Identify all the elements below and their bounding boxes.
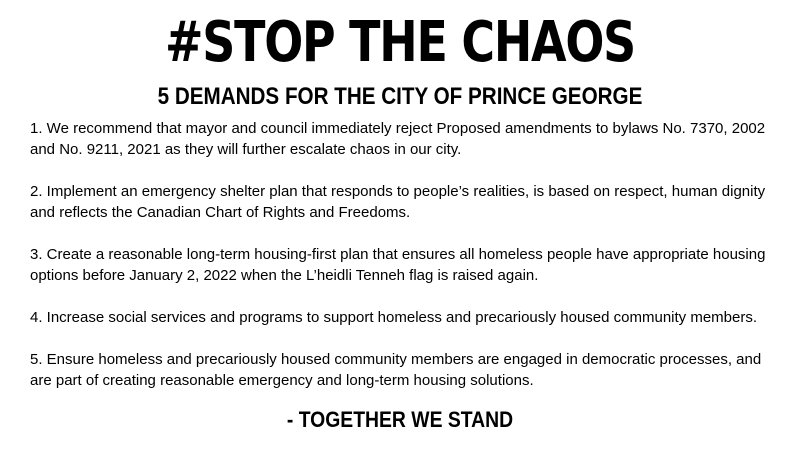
demand-item-2: 2. Implement an emergency shelter plan that responds to people’s realities, is based on respect, human dignity and reflects the Canadian Chart of Rights and Freedoms. bbox=[30, 183, 766, 221]
poster-title: #STOP THE CHAOS bbox=[165, 10, 635, 75]
closing-slogan: - TOGETHER WE STAND bbox=[286, 407, 514, 432]
demand-item-1: 1. We recommend that mayor and council immediately reject Proposed amendments to bylaws No. 7370, 2002 and No. 9211, 2021 as they will further escalate chaos in our city. bbox=[30, 120, 766, 158]
demand-item-4: 4. Increase social services and programs to support homeless and precariously housed community members. bbox=[30, 309, 758, 326]
demands-list bbox=[30, 118, 780, 391]
poster-subtitle: 5 DEMANDS FOR THE CITY OF PRINCE GEORGE bbox=[157, 83, 643, 110]
demand-item-3: 3. Create a reasonable long-term housing-first plan that ensures all homeless people have appropriate housing options before January 2, 2022 when the L’heidli Tenneh flag is raised again. bbox=[30, 246, 766, 284]
demand-item-5: 5. Ensure homeless and precariously housed community members are engaged in democratic processes, and are part of creating reasonable emergency and long-term housing solutions. bbox=[30, 351, 762, 389]
